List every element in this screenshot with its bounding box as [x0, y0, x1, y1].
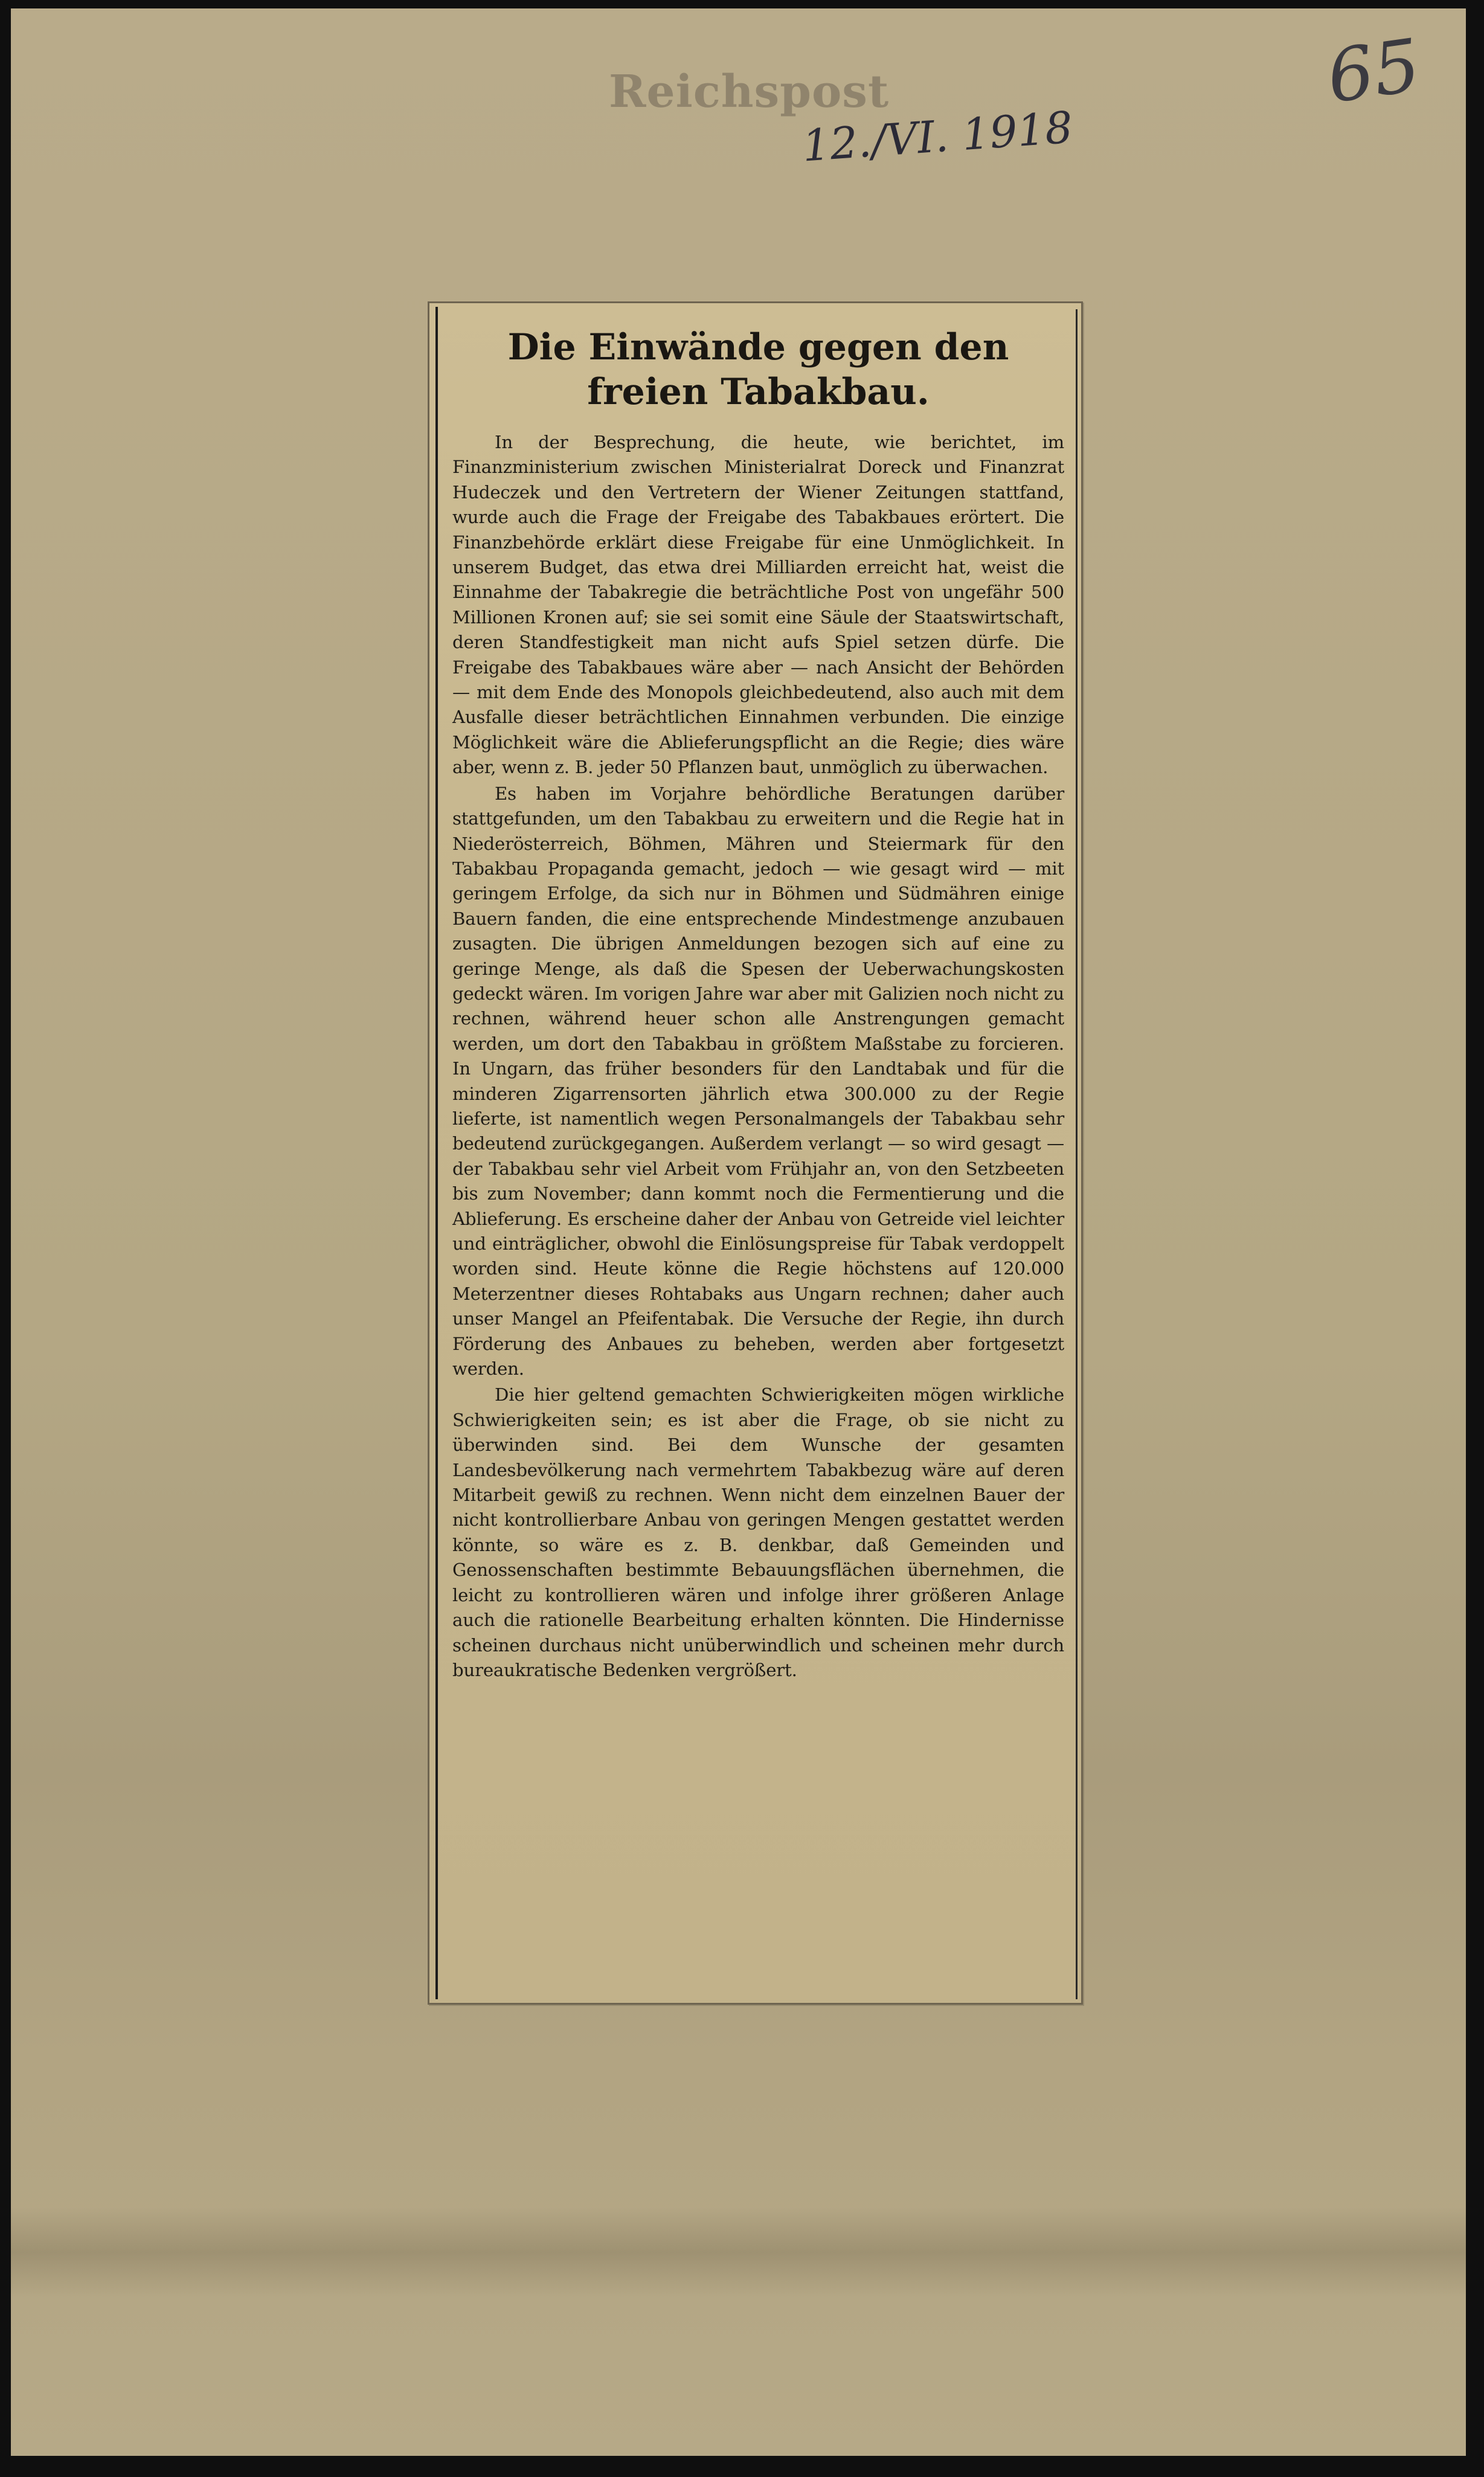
article-paragraph-1: In der Besprechung, die heute, wie berichtet, im Finanzministerium zwischen Ministerialrat Doreck und Finanzrat Hudeczek und den Vertretern der Wiener Zeitungen stattfand, wurde auch die Frage der Freigabe des Tabakbaues erörtert. Die Finanzbehörde erklärt diese Freigabe für eine Unmöglichkeit. In unserem Budget, das etwa drei Milliarden erreicht hat, weist die Einnahme der Tabakregie die beträchtliche Post von ungefähr 500 Millionen Kronen auf; sie sei somit eine Säule der Staatswirtschaft, deren Standfestigkeit man nicht aufs Spiel setzen dürfe. Die Freigabe des Tabakbaues wäre aber — nach Ansicht der Behörden — mit dem Ende des Monopols gleichbedeutend, also auch mit dem Ausfalle dieser beträchtlichen Einnahmen verbunden. Die einzige Möglichkeit wäre die Ablieferungspflicht an die Regie; dies wäre aber, wenn z. B. jeder 50 Pflanzen baut, unmöglich zu überwachen. [452, 432, 1064, 778]
archive-sheet [11, 8, 1466, 2456]
handwritten-date: 12./VI. 1918 [800, 101, 1074, 172]
handwritten-page-number: 65 [1322, 24, 1425, 120]
article-paragraph-3: Die hier geltend gemachten Schwierigkeiten mögen wirkliche Schwierigkeiten sein; es ist aber die Frage, ob sie nicht zu überwinden sind. Bei dem Wunsche der gesamten Landesbevölkerung nach vermehrtem Tabakbezug wäre auf deren Mitarbeit gewiß zu rechnen. Wenn nicht dem einzelnen Bauer der nicht kontrollierbare Anbau von geringen Mengen gestattet werden könnte, so wäre es z. B. denkbar, daß Gemeinden und Genossenschaften bestimmte Bebauungsflächen übernehmen, die leicht zu kontrollieren wären und infolge ihrer größeren Anlage auch die rationelle Bearbeitung erhalten könnten. Die Hindernisse scheinen durchaus nicht unüberwindlich und scheinen mehr durch bureaukratische Bedenken vergrößert. [452, 1384, 1064, 1680]
newspaper-stamp: Reichspost [609, 66, 890, 118]
article-headline: Die Einwände gegen den freien Tabakbau. [507, 326, 1009, 413]
newspaper-clipping [428, 301, 1083, 2005]
article-paragraph-2: Es haben im Vorjahre behördliche Beratungen darüber stattgefunden, um den Tabakbau zu erweitern und die Regie hat in Niederösterreich, Böhmen, Mähren und Steiermark für den Tabakbau Propaganda gemacht, jedoch — wie gesagt wird — mit geringem Erfolge, da sich nur in Böhmen und Südmähren einige Bauern fanden, die eine entsprechende Mindestmenge anzubauen zusagten. Die übrigen Anmeldungen bezogen sich auf eine zu geringe Menge, als daß die Spesen der Ueberwachungskosten gedeckt wären. Im vorigen Jahre war aber mit Galizien noch nicht zu rechnen, während heuer schon alle Anstrengungen gemacht werden, um dort den Tabakbau in größtem Maßstabe zu forcieren. In Ungarn, das früher besonders für den Landtabak und für die minderen Zigarrensorten jährlich etwa 300.000 zu der Regie lieferte, ist namentlich wegen Personalmangels der Tabakbau sehr bedeutend zurückgegangen. Außerdem verlangt — so wird gesagt — der Tabakbau sehr viel Arbeit vom Frühjahr an, von den Setzbeeten bis zum November; dann kommt noch die Fermentierung und die Ablieferung. Es erscheine daher der Anbau von Getreide viel leichter und einträglicher, obwohl die Einlösungspreise für Tabak verdoppelt worden sind. Heute könne die Regie höchstens auf 120.000 Meterzentner dieses Rohtabaks aus Ungarn rechnen; daher auch unser Mangel an Pfeifentabak. Die Versuche der Regie, ihn durch Förderung des Anbaues zu beheben, werden aber fortgesetzt werden. [452, 783, 1064, 1380]
